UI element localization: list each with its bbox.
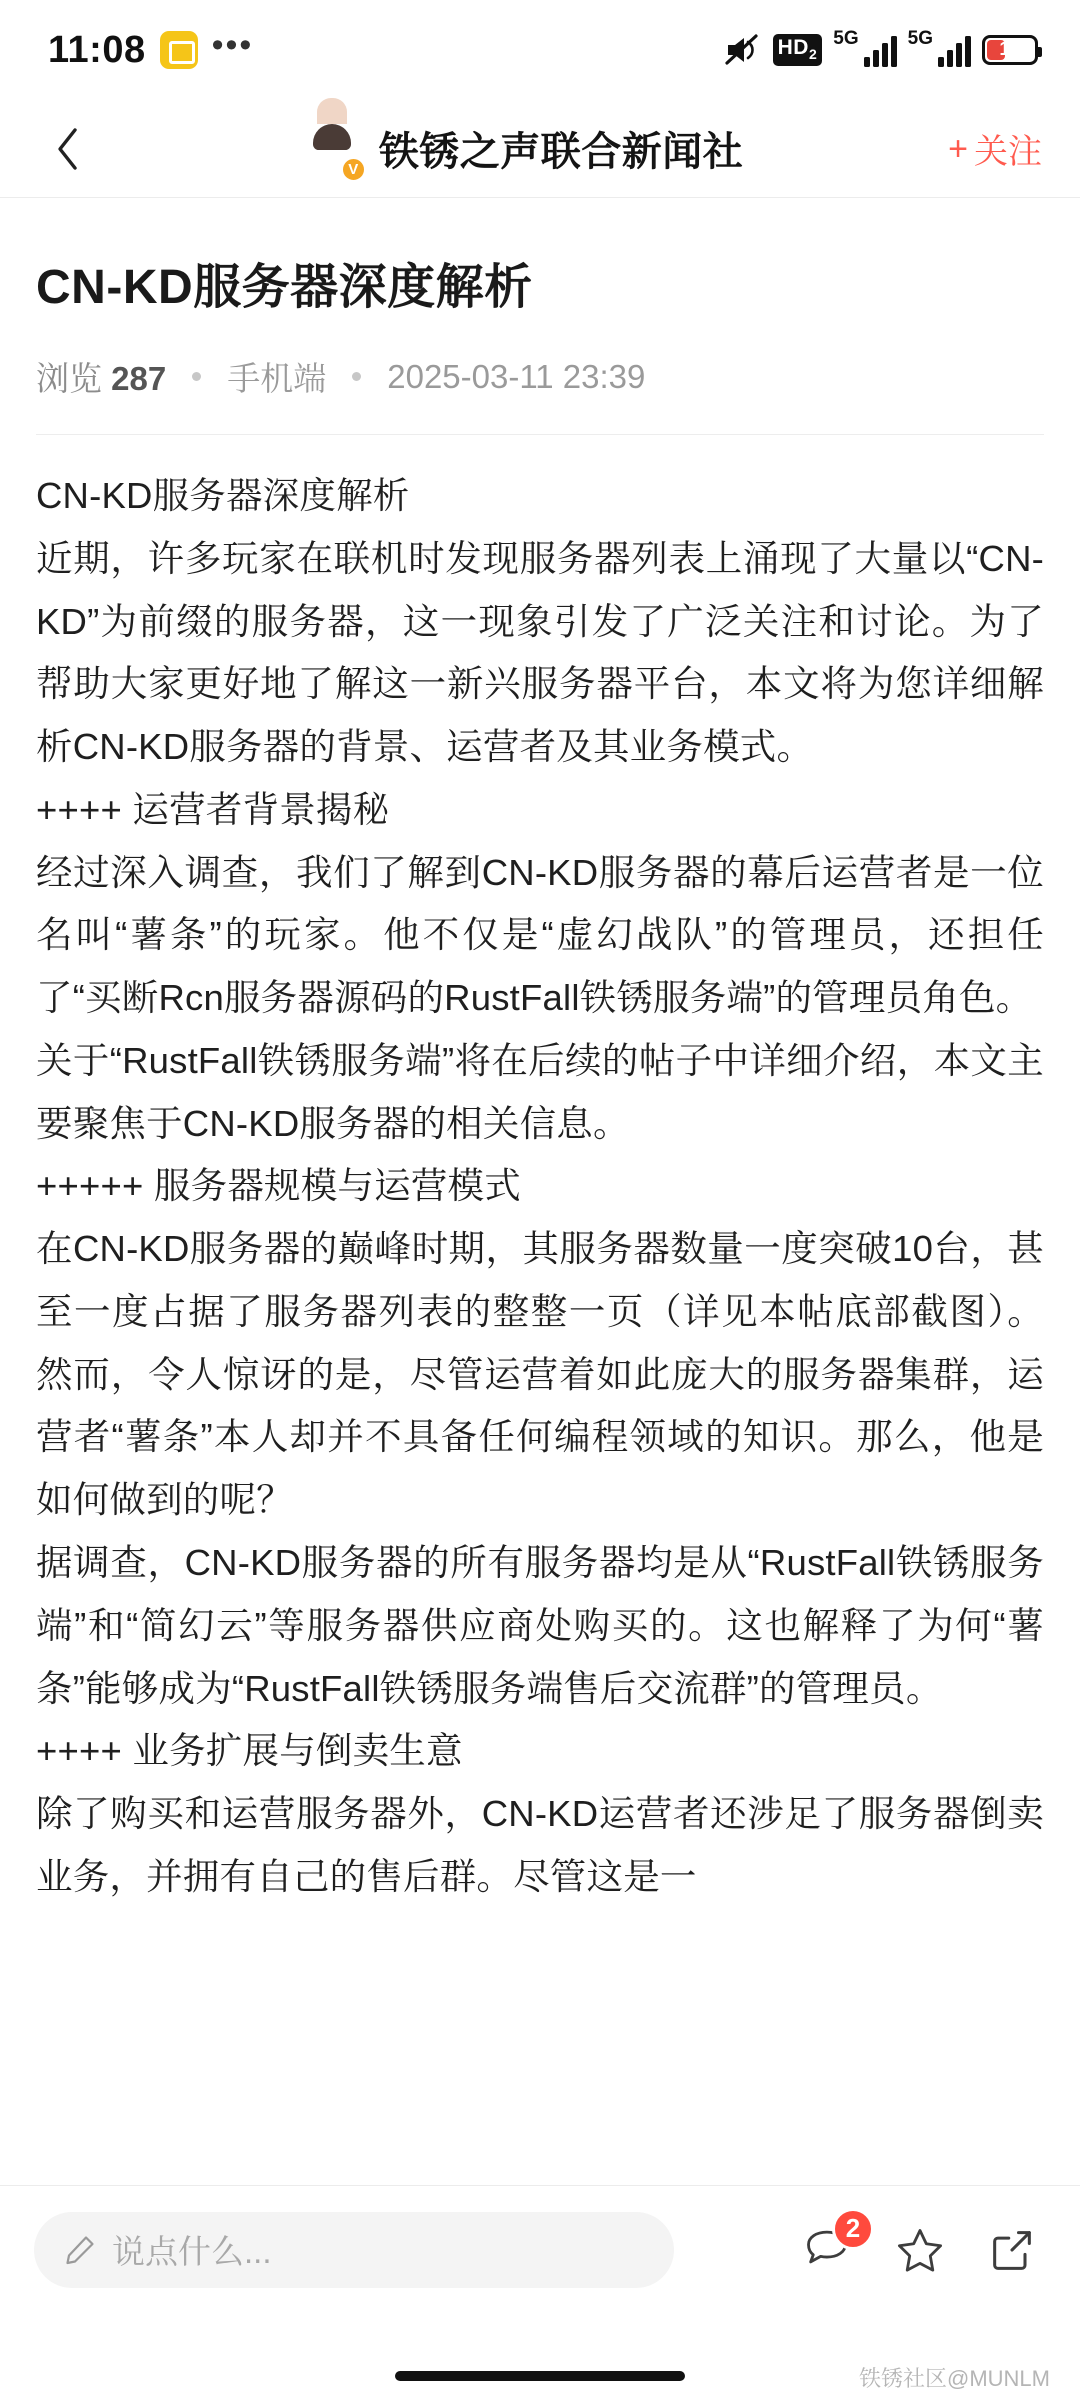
ellipsis-icon: ••• <box>211 26 254 64</box>
footer <box>0 2313 1080 2403</box>
article-content[interactable] <box>0 198 1080 2185</box>
follow-label: 关注 <box>974 133 1042 171</box>
verified-badge: V <box>341 157 366 182</box>
battery-icon <box>982 35 1038 65</box>
status-time: 11:08 <box>48 28 146 71</box>
network-type-label-2: 5G <box>907 27 933 49</box>
article-paragraph: +++++ 服务器规模与运营模式 <box>36 1165 521 1207</box>
nav-bar <box>0 100 1080 198</box>
back-button[interactable] <box>36 117 100 181</box>
article-paragraph: ++++ 业务扩展与倒卖生意 <box>36 1730 463 1772</box>
article-meta <box>36 353 1044 400</box>
status-bar-left <box>48 26 254 72</box>
follow-button[interactable] <box>944 118 1046 179</box>
nav-title-group[interactable] <box>100 118 944 180</box>
comment-count-badge: 2 <box>832 2208 874 2250</box>
article-title: CN-KD服务器深度解析 <box>36 261 533 314</box>
avatar[interactable] <box>301 118 363 180</box>
share-button[interactable] <box>986 2224 1038 2276</box>
signal-bars-icon-1 <box>864 33 897 67</box>
article-body <box>36 465 1044 1909</box>
page-title: 铁锈之声联合新闻社 <box>378 130 744 174</box>
signal-bars-icon-2 <box>938 33 971 67</box>
share-icon <box>986 2224 1038 2276</box>
bottom-action-bar <box>0 2185 1080 2313</box>
pencil-icon <box>64 2234 96 2266</box>
battery-level: 13 <box>999 39 1021 60</box>
article-source: 手机端 <box>227 360 327 397</box>
note-icon <box>160 31 198 69</box>
back-chevron-icon <box>53 126 83 172</box>
article-paragraph: 据调查，CN-KD服务器的所有服务器均是从“RustFall铁锈服务端”和“简幻云”等服务器供应商处购买的。这也解释了为何“薯条”能够成为“RustFall铁锈服务端售后交流群”的管理员。 <box>36 1542 1044 1709</box>
article-paragraph: 除了购买和运营服务器外，CN-KD运营者还涉足了服务器倒卖业务，并拥有自己的售后群。尽管这是一 <box>36 1793 1044 1897</box>
article-paragraph: ++++ 运营者背景揭秘 <box>36 788 390 830</box>
mute-icon <box>722 32 762 68</box>
star-icon <box>894 2224 946 2276</box>
comment-button[interactable] <box>802 2213 861 2276</box>
article-paragraph: 近期，许多玩家在联机时发现服务器列表上涌现了大量以“CN-KD”为前缀的服务器，这一现象引发了广泛关注和讨论。为了帮助大家更好地了解这一新兴服务器平台，本文将为您详细解析CN-KD服务器的背景、运营者及其业务模式。 <box>36 537 1044 768</box>
bar-actions <box>802 2213 1050 2276</box>
meta-divider <box>36 434 1044 435</box>
article-paragraph: 关于“RustFall铁锈服务端”将在后续的帖子中详细介绍，本文主要聚焦于CN-KD服务器的相关信息。 <box>36 1039 1044 1144</box>
article-date: 2025-03-11 23:39 <box>387 357 646 395</box>
favorite-button[interactable] <box>894 2224 946 2276</box>
status-bar <box>0 0 1080 100</box>
plus-icon: + <box>948 129 968 168</box>
article-paragraph: 经过深入调查，我们了解到CN-KD服务器的幕后运营者是一位名叫“薯条”的玩家。他不仅是“虚幻战队”的管理员，还担任了“买断Rcn服务器源码的RustFall铁锈服务端”的管理员角色。 <box>36 851 1044 1019</box>
comment-input[interactable] <box>34 2212 674 2288</box>
home-indicator[interactable] <box>395 2371 685 2381</box>
article-paragraph: CN-KD服务器深度解析 <box>36 475 410 516</box>
article-paragraph: 在CN-KD服务器的巅峰时期，其服务器数量一度突破10台，甚至一度占据了服务器列表的整整一页（详见本帖底部截图）。然而，令人惊讶的是，尽管运营着如此庞大的服务器集群，运营者“薯条”本人却并不具备任何编程领域的知识。那么，他是如何做到的呢？ <box>36 1228 1044 1521</box>
view-count: 浏览 287 <box>36 360 167 397</box>
network-type-label-1: 5G <box>833 27 859 49</box>
status-bar-right <box>722 29 1038 72</box>
meta-separator-1 <box>192 372 201 381</box>
watermark: 铁锈社区@MUNLM <box>859 2366 1050 2391</box>
meta-separator-2 <box>352 372 361 381</box>
hd-icon: $HD_2$ <box>773 34 823 65</box>
comment-placeholder: 说点什么... <box>112 2233 272 2270</box>
